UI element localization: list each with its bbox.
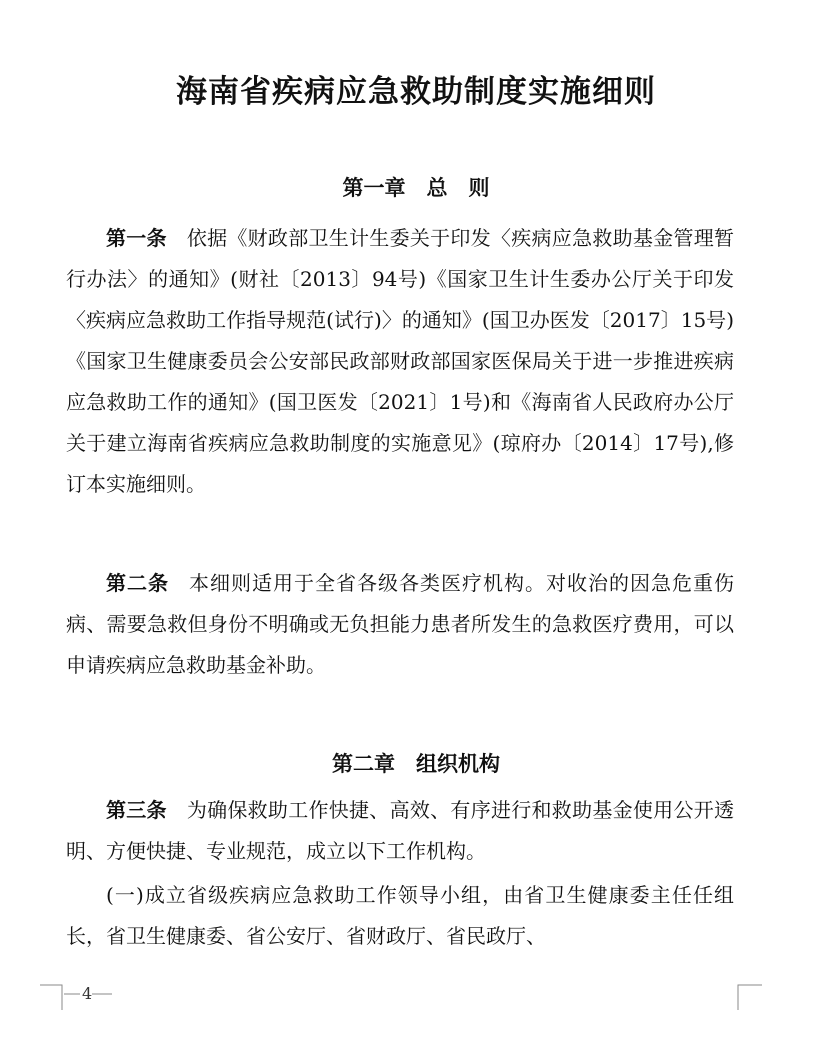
- article-2-text: 本细则适用于全省各级各类医疗机构。对收治的因急危重伤病、需要急救但身份不明确或无负担能力患者所发生的急救医疗费用，可以申请疾病应急救助基金补助。: [66, 571, 734, 677]
- article-3-label: 第三条: [106, 798, 167, 822]
- chapter-heading-general: 第一章 总 则: [342, 175, 490, 200]
- article-1-text: 依据《财政部卫生计生委关于印发〈疾病应急救助基金管理暂行办法〉的通知》(财社〔2013〕94号)《国家卫生计生委办公厅关于印发〈疾病应急救助工作指导规范(试行)〉的通知》(国卫办医发〔2017〕15号)《国家卫生健康委员会公安部民政部财政部国家医保局关于进一步推进疾病应急救助工作的通知》(国卫医发〔2021〕1号)和《海南省人民政府办公厅关于建立海南省疾病应急救助制度的实施意见》(琼府办〔2014〕17号),修订本实施细则。: [66, 226, 735, 496]
- chapter-heading-organization: 第二章 组织机构: [332, 751, 500, 776]
- page-number: 4: [82, 984, 93, 1003]
- article-2: [66, 563, 734, 686]
- document-title: 海南省疾病应急救助制度实施细则: [176, 74, 656, 110]
- article-2-label: 第二条: [106, 571, 169, 595]
- clause-1: (一)成立省级疾病应急救助工作领导小组，由省卫生健康委主任任组长，省卫生健康委、省公安厅、省财政厅、省民政厅、: [66, 883, 734, 948]
- corner-mark-right: [738, 985, 762, 1010]
- article-3: [66, 790, 734, 872]
- article-1-label: 第一条: [106, 226, 167, 250]
- article-1: [66, 218, 734, 505]
- article-3-text: 为确保救助工作快捷、高效、有序进行和救助基金使用公开透明、方便快捷、专业规范，成立以下工作机构。: [66, 798, 735, 863]
- corner-mark-left: [40, 985, 62, 1010]
